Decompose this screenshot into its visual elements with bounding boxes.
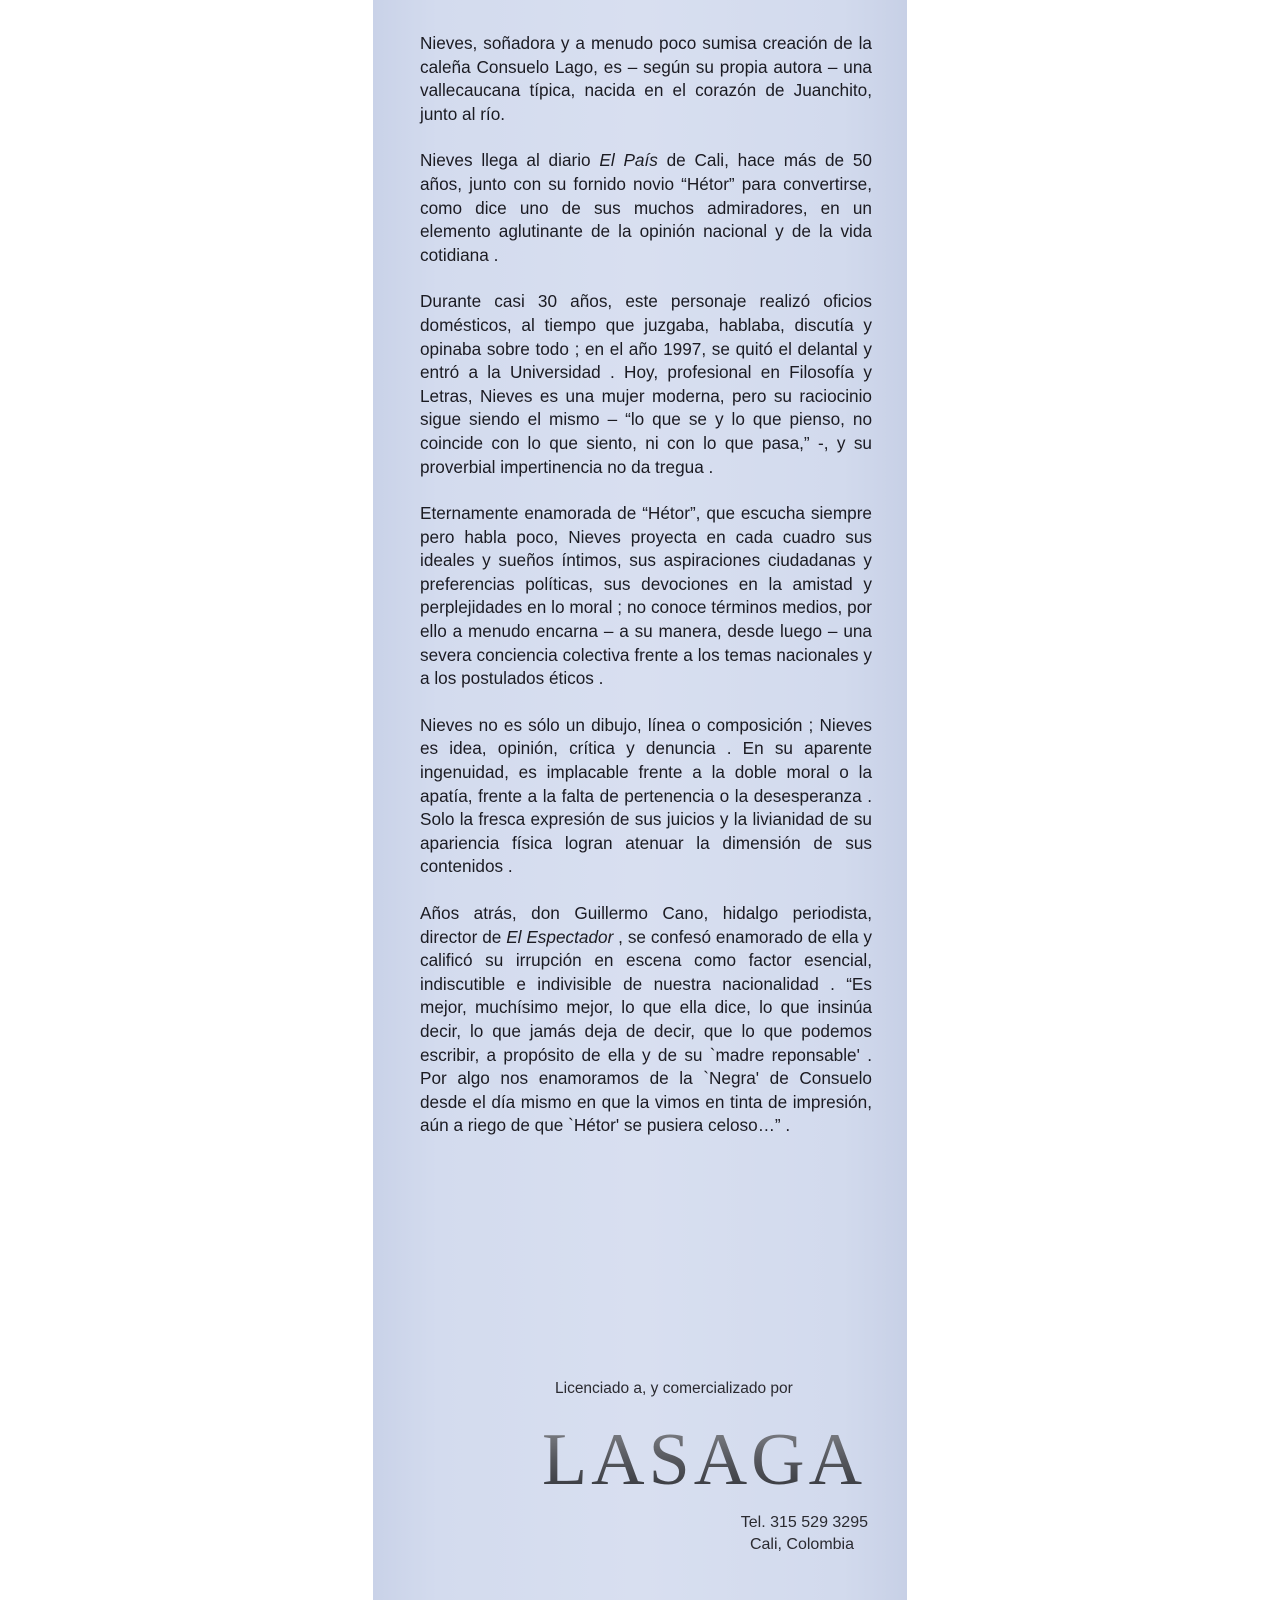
paragraph-text: de Cali, hace más de 50 años, junto con su fornido novio “Hétor” para convertirse, como dice uno de sus muchos admiradores, en un elemento aglutinante de la opinión nacional y de la vida cotidiana .	[420, 150, 872, 265]
paragraph-text: , se confesó enamorado de ella y calificó su irrupción en escena como factor esencial, indiscutible e indivisible de nuestra nacionalidad . “Es mejor, muchísimo mejor, lo que ella dice, lo que insinúa decir, lo que jamás deja de decir, que lo que podemos escribir, a propósito de ella y de su `madre reponsable' . Por algo nos enamoramos de la `Negra' de Consuelo desde el día mismo en que la vimos en tinta de impresión, aún a riego de que `Hétor' se pusiera celoso…” .	[420, 926, 872, 1136]
paragraph-text: Nieves no es sólo un dibujo, línea o composición ; Nieves es idea, opinión, crítica y denuncia . En su aparente ingenuidad, es implacable frente a la doble moral o la apatía, frente a la falta de pertenencia o la desesperanza . Solo la fresca expresión de sus juicios y la livianidad de su apariencia física logran atenuar la dimensión de sus contenidos .	[420, 714, 872, 877]
paragraph-text: Nieves, soñadora y a menudo poco sumisa creación de la caleña Consuelo Lago, es – según su propia autora – una vallecaucana típica, nacida en el corazón de Juanchito, junto al río.	[420, 33, 872, 124]
lasaga-logo-svg	[534, 1418, 874, 1498]
lasaga-logo	[534, 1418, 874, 1498]
italic-title: El País	[599, 150, 658, 171]
contact-block	[648, 1512, 868, 1556]
paragraph-text: Años atrás, don Guillermo Cano, hidalgo periodista, director de	[420, 903, 872, 947]
paragraph-text: Eternamente enamorada de “Hétor”, que escucha siempre pero habla poco, Nieves proyecta en cada cuadro sus ideales y sueños íntimos, sus aspiraciones ciudadanas y preferencias políticas, sus devociones en la amistad y perplejidades en lo moral ; no conoce términos medios, por ello a menudo encarna – a su manera, desde luego – una severa conciencia colectiva frente a los temas nacionales y a los postulados éticos .	[420, 503, 872, 689]
phone-number: Tel. 315 529 3295	[740, 1514, 868, 1531]
italic-title: El Espectador	[506, 926, 614, 947]
paragraph	[420, 714, 872, 879]
paragraph	[420, 290, 872, 479]
paragraph	[420, 32, 872, 126]
paragraph-text: Nieves llega al diario	[420, 150, 600, 171]
paragraph-text: Durante casi 30 años, este personaje realizó oficios domésticos, al tiempo que juzgaba, hablaba, discutía y opinaba sobre todo ; en el año 1997, se quitó el delantal y entró a la Universidad . Hoy, profesional en Filosofía y Letras, Nieves es una mujer moderna, pero su raciocinio sigue siendo el mismo – “lo que se y lo que pienso, no coincide con lo que siento, ni con lo que pasa,” -, y su proverbial impertinencia no da tregua .	[420, 291, 872, 477]
body-text	[420, 32, 872, 1161]
city-label: Cali, Colombia	[749, 1536, 854, 1553]
logo-text: LASAGA	[541, 1419, 867, 1498]
license-line: Licenciado a, y comercializado por	[555, 1380, 793, 1397]
paragraph	[420, 902, 872, 1138]
paragraph	[420, 502, 872, 691]
paragraph	[420, 149, 872, 267]
